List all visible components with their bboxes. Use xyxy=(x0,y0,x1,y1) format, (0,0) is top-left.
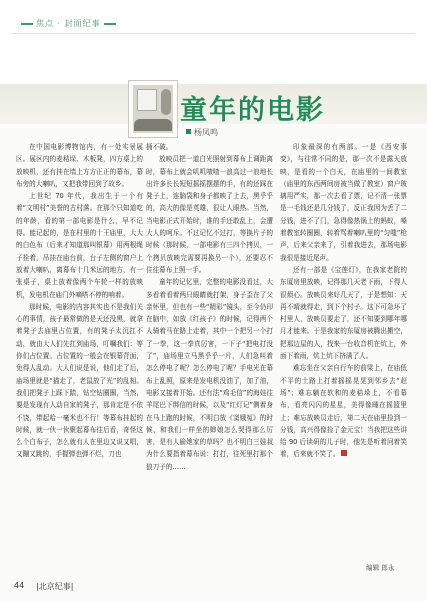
paragraph-continuation: 捅不破。 xyxy=(146,143,173,151)
illustration-tree xyxy=(161,89,171,115)
paragraph-final xyxy=(280,362,407,460)
page-header-band xyxy=(0,0,427,84)
author-name: 杨凤鸣 xyxy=(194,128,218,137)
editor-credit: 编辑 郎永 xyxy=(366,564,395,572)
paragraph: 上世纪 70 年代，我出生于一个有着“文明村”美誉的古村落。在那个只知道吃的年龄，看的第一部电影是什么，早不记得。能记起的，是在村里的十王庙里，大大的白色布（后来才知道那叫银幕）用两根绳子拴着，吊挂在庙台前，台子左侧的窗户上放着大喇叭，离幕布十几米远的地方，有一张桌子，桌上放着像两个车轮一样的放映机，发电机在庙门外嘀嗒不停的响着。 xyxy=(16,192,143,299)
article-column-2 xyxy=(146,141,273,557)
paragraph: 童年的记忆里，完整的电影没看过，大多看着看着两只眼睛就打架，身子歪在了父亲怀里，但也有一些“精彩”镜头，至今仍印在脑中，如放《红孩子》的时候，记得两个人骑着马在路上走着，其中一个把另一个打了一拳，这一拳真厉害，一下子“把电打没了”，庙场里立马黑乎乎一片，人们急叫着怎么停电了呢？怎么停电了呢？手电光在幕布上乱照，原来是发电机没油了，加了油，电影又接着开始。还有法“鸡毛信”的海娃往羊尾巴下绑信的时候，以及“红灯记”侧着身在马上跑的时候，不明白放《窦娥冤》的时候，和我们一样坐的婶娘怎么哭得那么厉害，是有人偷她家的草吗？也不明白三娃叔为什么要指着幕布说：打打，往死里打那个狼刀子的…… xyxy=(146,278,273,471)
magazine-name: |北京纪事| xyxy=(36,582,74,591)
section-label xyxy=(18,18,119,29)
author-bullet-icon xyxy=(186,129,191,134)
final-paragraph-text: 难忘坐在父亲自行车的前梁上，在庙低不平的土路上打着摇摇晃晃到邻乡去“赶场”；难忘躺在软和的麦秸垛上，不看幕布，看亮闪闪的星星，美得像睡在摇篮里上；难忘放映员走后，第二天在庙里捡到一分钱，高兴得像捡了金元宝！当我把这些讲给 90 后读研的儿子时，他先是听着问着笑着，后来就不笑了。 xyxy=(280,364,407,459)
article-column-1 xyxy=(16,141,143,557)
article-title: 童年的电影 xyxy=(180,95,325,126)
author-byline xyxy=(186,127,218,138)
paragraph: 那时候，电影的内容其实也不是我们关心的事情，孩子最常做的是天还没黑，就拿着凳子去庙里占位置，有的凳子太沉扛不动，就由大人们先扛到庙场，叮嘱我们：等你们占位置。占位置的一般会在银幕背面，免得人乱动。大人们说是说，他们走了后，庙场里就是“猫走了，老鼠放了光”的乱相。我们把凳子上踩下踏，钻空钻圈圈，当然，要是发现有人动自家的凳子，那肯定是不依不饶，带起哈一毫米也不行！等幕布挂起的时候，就一伙一伙聚起幕布往后看，奇怪这么个白布子，怎么就有人在里边又说又唱，又蹦又跳的，手握弹也弹不烂，刀也 xyxy=(16,302,143,459)
illustration-thumbnail xyxy=(128,80,178,138)
paragraph: 放映员把一道白光照射到幕布上调距离时，幕布上就会叽叽喳喳一浪高过一浪地长出许多长长短短摇摇摆摆的手，有的还踩在凳子上，连脑袋和身子都映了上去，黑乎乎的，高大的像是英雄，很让人眼热。当然，当电影正式开始时，谁的手还敢乱上，会遭大人的呵斥。不过记忆不过打，等换片子的时候（那时候，一部电影有三四个拷贝，一个拷贝放映完需要再换另一个），还要忍不住往幕布上照一手。 xyxy=(146,155,273,274)
page-number: 44 xyxy=(14,581,25,590)
header-divider xyxy=(12,33,415,34)
section-label-bar-right xyxy=(104,23,116,25)
end-mark-icon xyxy=(341,450,347,456)
illustration-crowd xyxy=(134,119,172,131)
illustration-screen xyxy=(137,89,157,111)
section-label-bar-left xyxy=(21,23,33,25)
paragraph: 还有一部是《宝莲灯》，在我家老院的东厦房里放映，记得那几天老下雨，下得人很烦心。放映员来好几天了，于是想知：天再不晴就得走，到下个村子。这下可急坏了村里人，放映员要走了，还不知要到哪年哪月才能来。于是我家的东厦房被腾出搬空，把那边屋的人，找来一台收音机在炕上，外面下着雨，炕上炕下挤满了人。 xyxy=(280,265,407,361)
article-column-3 xyxy=(280,141,407,557)
paragraph: 在中国电影博物馆内，有一处实景展区。展区内的麦秸垛、木板凳，四方桌上的放映机，还有挂在墙上方方正正的幕布，幕布旁的大喇叭，又把我带回到了故乡。 xyxy=(16,143,143,188)
section-label-text: 焦点 · 封面纪事 xyxy=(36,19,101,28)
paragraph: 印象最深的有两部。一是《西安事变》，与往常不同的是，那一次不是露天放映，是看的一个白天，在庙里的一间教室（庙里的东西两间房被当做了教室）窗户玻璃用严实，那一次去看了票，记不清一张票是一毛钱还是几分钱了，反正我因为丢了二分钱，进不了门，急得像热锅上的蚂蚁，嗓着教室转圈圈，转着骂着喇叭里的“匀嗤”枪声，后来父亲来了，引着我进去，那场电影我很是接近尾声。 xyxy=(280,143,407,262)
